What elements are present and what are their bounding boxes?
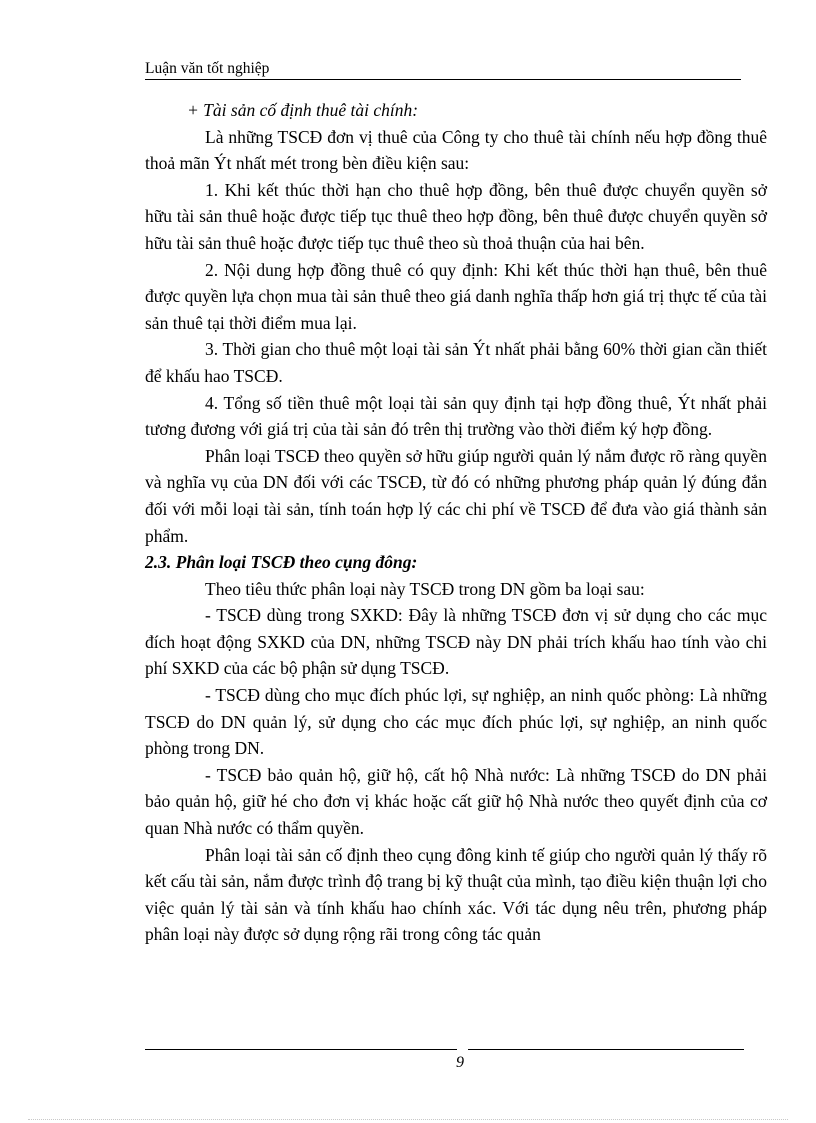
running-header: Luận văn tốt nghiệp: [145, 59, 741, 80]
list-item-custody: - TSCĐ bảo quản hộ, giữ hộ, cất hộ Nhà nước: Là những TSCĐ do DN phải bảo quản hộ, giữ hé cho đơn vị khác hoặc cất giữ hộ Nhà nước theo quyết định của cơ quan Nhà nước có thẩm quyền.: [145, 764, 767, 839]
page-edge-divider: [28, 1119, 788, 1120]
subheading-finance-lease: + Tài sản cố định thuê tài chính:: [187, 100, 419, 120]
body-text: [145, 97, 767, 948]
list-item-condition-4: 4. Tổng số tiền thuê một loại tài sản quy định tại hợp đồng thuê, Ýt nhất phải tương đương với giá trị của tài sản đó trên thị trường vào thời điểm ký hợp đồng.: [145, 392, 767, 440]
list-item-welfare: - TSCĐ dùng cho mục đích phúc lợi, sự nghiệp, an ninh quốc phòng: Là những TSCĐ do DN quản lý, sử dụng cho các mục đích phúc lợi, sự nghiệp, an ninh quốc phòng trong DN.: [145, 685, 767, 759]
list-item-condition-2: 2. Nội dung hợp đồng thuê có quy định: Khi kết thúc thời hạn thuê, bên thuê được quyền lựa chọn mua tài sản thuê theo giá danh nghĩa thấp hơn giá trị thực tế của tài sản thuê tại thời điểm mua lại.: [145, 259, 767, 333]
paragraph: Là những TSCĐ đơn vị thuê của Công ty cho thuê tài chính nếu hợp đồng thuê thoả mãn Ýt nhất mét trong bèn điều kiện sau:: [145, 126, 767, 174]
paragraph: Phân loại tài sản cố định theo cụng đông kinh tế giúp cho người quản lý thấy rõ kết cấu tài sản, nắm được trình độ trang bị kỹ thuật của mình, tạo điều kiện thuận lợi cho việc quản lý tài sản và tính khấu hao chính xác. Với tác dụng nêu trên, phương pháp phân loại này được sở dụng rộng rãi trong công tác quản: [145, 844, 767, 945]
paragraph: Phân loại TSCĐ theo quyền sở hữu giúp người quản lý nắm được rõ ràng quyền và nghĩa vụ của DN đối với các TSCĐ, từ đó có những phương pháp quản lý đúng đắn đối với mỗi loại tài sản, tính toán hợp lý các chi phí về TSCĐ để đưa vào giá thành sản phẩm.: [145, 445, 767, 546]
list-item-condition-1: 1. Khi kết thúc thời hạn cho thuê hợp đồng, bên thuê được chuyển quyền sở hữu tài sản thuê hoặc được tiếp tục thuê theo hợp đồng, bên thuê được chuyển quyền sở hữu tài sản thuê hoặc được tiếp tục thuê theo sù thoả thuận của hai bên.: [145, 179, 767, 253]
list-item-sxkd: - TSCĐ dùng trong SXKD: Đây là những TSCĐ đơn vị sử dụng cho các mục đích hoạt động SXKD của DN, những TSCĐ này DN phải trích khấu hao tính vào chi phí SXKD của các bộ phận sử dụng TSCĐ.: [145, 605, 767, 679]
page-number: 9: [456, 1054, 464, 1071]
section-heading-2-3: 2.3. Phân loại TSCĐ theo cụng đông:: [145, 552, 418, 573]
list-item-condition-3: 3. Thời gian cho thuê một loại tài sản Ýt nhất phải bằng 60% thời gian cần thiết để khấu hao TSCĐ.: [145, 339, 767, 386]
footer-rule-right: [468, 1049, 744, 1050]
paragraph: Theo tiêu thức phân loại này TSCĐ trong DN gồm ba loại sau:: [205, 578, 645, 599]
footer-rule-left: [145, 1049, 457, 1050]
